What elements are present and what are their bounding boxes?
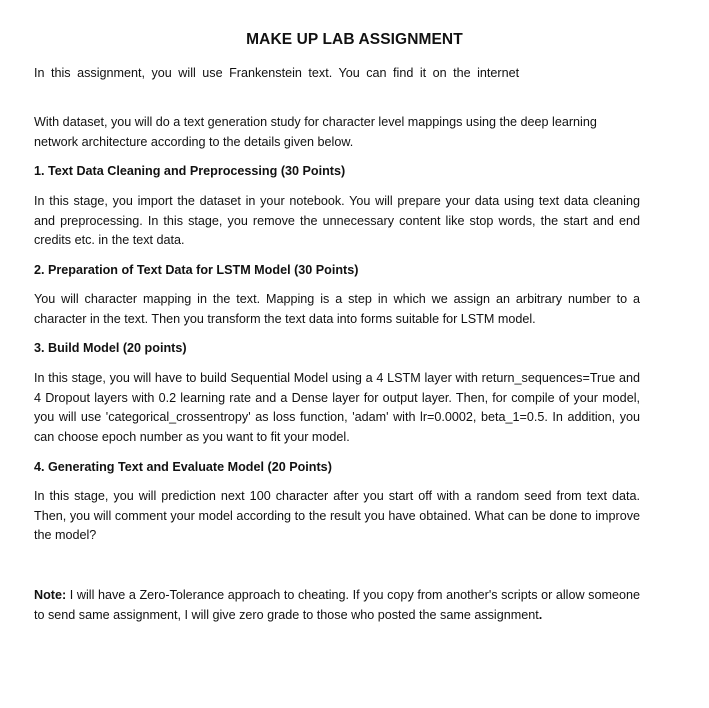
intro-paragraph: In this assignment, you will use Frankenstein text. You can find it on the internet	[34, 66, 520, 80]
section-heading-1: 1. Text Data Cleaning and Preprocessing (30 Points)	[34, 164, 346, 178]
note-text: I will have a Zero-Tolerance approach to cheating. If you copy from another's scripts or allow someone to send same assignment, I will give zero grade to those who posted the same assignment	[34, 588, 640, 622]
section-heading-3: 3. Build Model (20 points)	[34, 341, 187, 355]
section-body-1: In this stage, you import the dataset in your notebook. You will prepare your data using text data cleaning and preprocessing. In this stage, you remove the unnecessary content like stop words, the start and end credits etc. in the text data.	[34, 194, 640, 247]
dataset-paragraph: With dataset, you will do a text generation study for character level mappings using the deep learning network architecture according to the details given below.	[34, 115, 597, 149]
note-paragraph	[34, 586, 640, 625]
section-body-4: In this stage, you will prediction next 100 character after you start off with a random seed from text data. Then, you will comment your model according to the result you have obtained. What can be done to improve the model?	[34, 489, 640, 542]
section-heading-4: 4. Generating Text and Evaluate Model (20 Points)	[34, 460, 332, 474]
page-title: MAKE UP LAB ASSIGNMENT	[246, 31, 463, 48]
faint-artifact	[34, 88, 434, 92]
section-heading-2: 2. Preparation of Text Data for LSTM Model (30 Points)	[34, 263, 359, 277]
section-body-2: You will character mapping in the text. Mapping is a step in which we assign an arbitrary number to a character in the text. Then you transform the text data into forms suitable for LSTM model.	[34, 292, 640, 326]
section-body-3: In this stage, you will have to build Sequential Model using a 4 LSTM layer with return_sequences=True and 4 Dropout layers with 0.2 learning rate and a Dense layer for output layer. Then, for compile of your model, you will use 'categorical_crossentropy' as loss function, 'adam' with lr=0.0002, beta_1=0.5. In addition, you can choose epoch number as you want to fit your model.	[34, 371, 640, 444]
note-end: .	[538, 607, 543, 622]
note-label: Note:	[34, 588, 67, 602]
